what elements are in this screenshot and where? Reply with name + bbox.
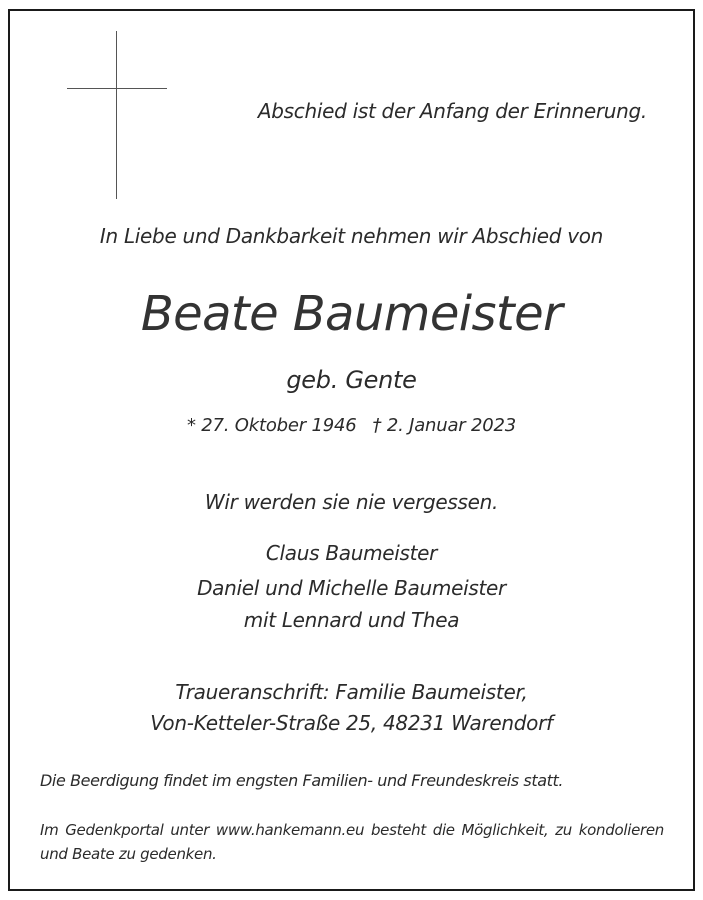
life-dates [0,417,703,435]
mourner-line: Daniel und Michelle Baumeister [197,576,506,600]
mourner-line: Claus Baumeister [265,541,438,565]
cross-vertical-bar [116,31,117,199]
memorial-portal-note: Im Gedenkportal unter www.hankemann.eu besteht die Möglichkeit, zu kondolieren und Beate zu gedenken. [40,821,664,863]
mourning-address: Von-Ketteler-Straße 25, 48231 Warendorf [150,711,553,735]
birth-date: * 27. Oktober 1946 [186,415,357,436]
notice-border [8,9,695,891]
mourning-address-label: Traueranschrift: Familie Baumeister, [175,680,528,704]
death-date: † 2. Januar 2023 [372,415,517,436]
maiden-name: geb. Gente [286,366,417,394]
mourner-line: mit Lennard und Thea [243,608,460,632]
motto: Abschied ist der Anfang der Erinnerung. [257,99,647,123]
intro-text: In Liebe und Dankbarkeit nehmen wir Abschied von [99,224,604,248]
deceased-name: Beate Baumeister [140,286,563,342]
cross-horizontal-bar [67,88,167,89]
burial-note: Die Beerdigung findet im engsten Familien- und Freundeskreis statt. [40,771,564,790]
closing-line: Wir werden sie nie vergessen. [204,490,499,514]
